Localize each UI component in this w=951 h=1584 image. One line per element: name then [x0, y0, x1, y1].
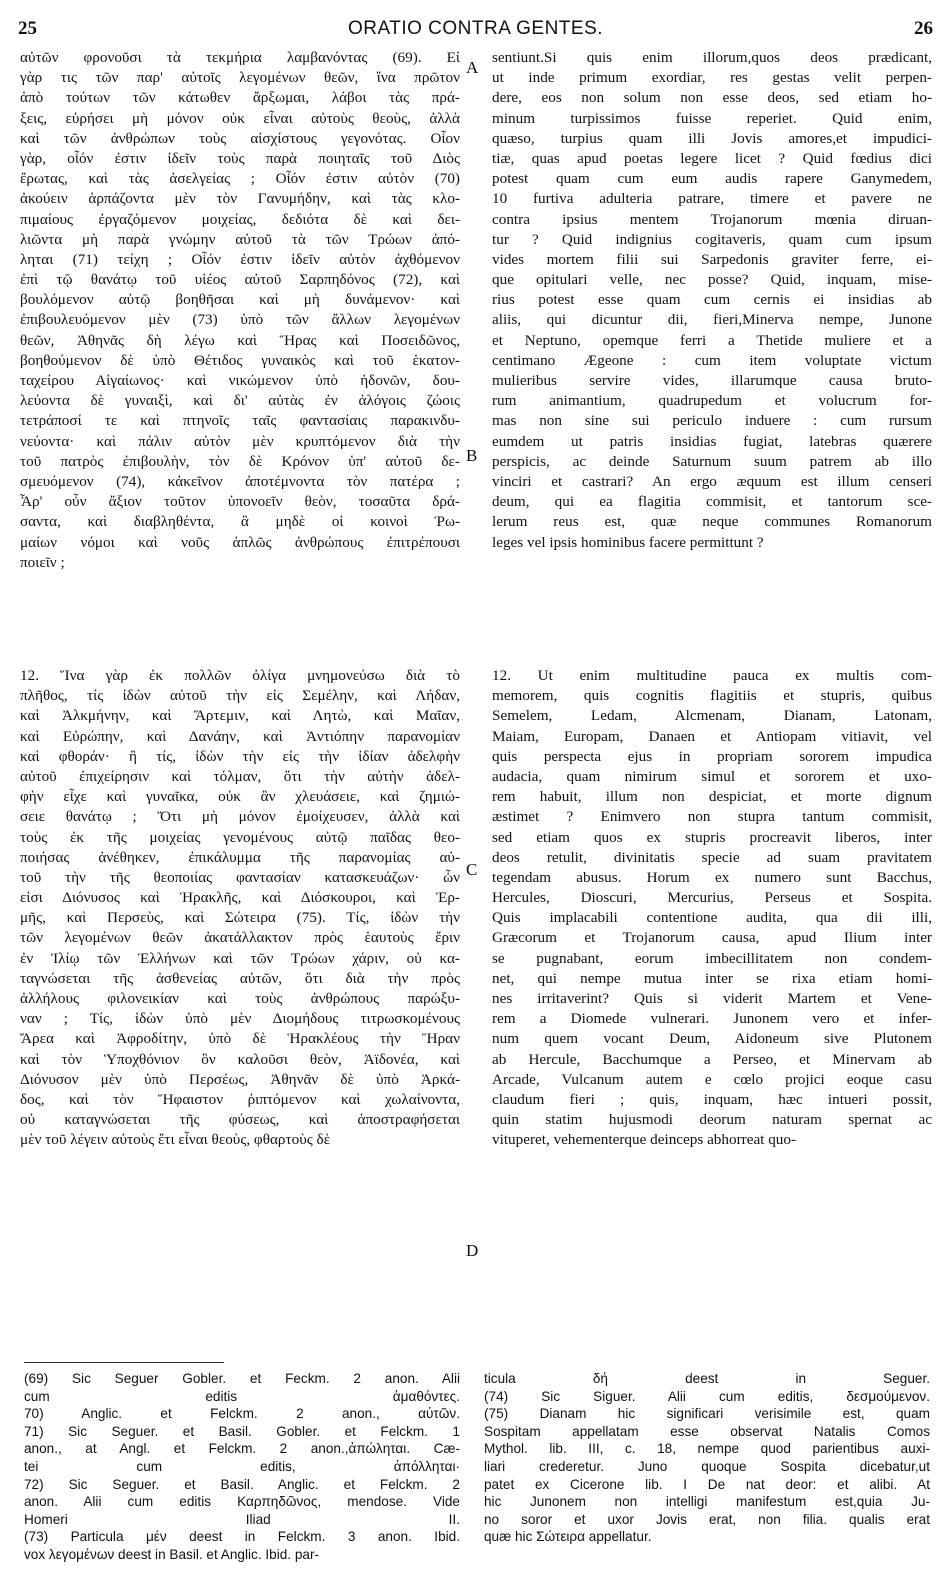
latin-line: rem a Diomede vulnerari. Junonem vero et infer-	[492, 1010, 932, 1028]
greek-line: θεῶν, Ἀθηνᾶς δὴ λέγω καὶ Ἥρας καὶ Ποσειδῶνος,	[20, 331, 460, 349]
greek-line: μαίων νόμοι καὶ νοῦς ἁπλῶς ἀνθρώπους ἐπιτρέπουσι	[20, 533, 460, 551]
latin-line: Quis implacabili contentione audita, qua dii illi,	[492, 909, 932, 927]
greek-line: ἀπὸ τούτων τῶν κάτωθεν ἄρξωμαι, λάβοι τὰς πρά-	[20, 89, 460, 107]
greek-line: τοῦ πατρὸς ἐπιβουλὴν, τὸν δὲ Κρόνον ὑπ' αὐτοῦ δε-	[20, 452, 460, 470]
latin-line: Arcade, Vulcanum autem e cœlo projici eoque casu	[492, 1070, 932, 1088]
greek-line: βοηθούμενον δὲ ὑπὸ Θέτιδος γυναικὸς καὶ τοῦ ἑκατον-	[20, 351, 460, 369]
greek-line: λιῶντα μὴ παρὰ γνώμην αὐτοῦ τὰ τῶν Τρώων ἀπό-	[20, 230, 460, 248]
latin-line: deos retulit, divinitatis specie ad suam pravitatem	[492, 848, 932, 866]
greek-line: ληται (71) τείχη ; Οἷόν ἐστιν ἰδεῖν αὐτὸν ἀχθόμενον	[20, 250, 460, 268]
footnote-line: no soror et uxor Jovis erat, non filia. qualis erat	[484, 1511, 930, 1527]
latin-line: se pugnabant, eorum imbecillitatem non condem-	[492, 949, 932, 967]
running-title: ORATIO CONTRA GENTES.	[347, 18, 604, 39]
footnote-line: patet ex Cicerone lib. I De nat deor: et alibi. At	[484, 1476, 930, 1492]
greek-line: καὶ Ἀλκμήνην, καὶ Ἄρτεμιν, καὶ Λητὼ, καὶ Μαῖαν,	[20, 707, 460, 725]
section-marker-c: C	[466, 860, 478, 879]
latin-line: quæso, turpius quam illi Jovis amores,et impudici-	[492, 129, 932, 147]
latin-line: leges vel ipsis hominibus facere permittunt ?	[492, 533, 764, 551]
latin-line: audacia, quam nimirum simul et sororem et uxo-	[492, 767, 932, 785]
footnote-line: tei cum editis, ἀπόλληται·	[24, 1458, 460, 1474]
greek-line: φὴν εἶχε καὶ γυναῖκα, οὐκ ἂν χλευάσειε, καὶ ζημιώ-	[20, 788, 460, 806]
greek-line: οὐ καταγνώσεται τῆς φύσεως, καὶ ἀποστραφήσεται	[20, 1111, 460, 1129]
greek-line: μῆς, καὶ Περσεὺς, καὶ Σώτειρα (75). Τίς, ἰδὼν τὴν	[20, 909, 460, 927]
greek-line: 12. Ἵνα γὰρ ἐκ πολλῶν ὀλίγα μνημονεύσω διὰ τὸ	[20, 667, 460, 684]
latin-line: tur ? Quid indignius cogitaveris, quam cum ipsum	[492, 230, 932, 248]
greek-line: σμευόμενον (74), κἀκεῖνον ἀποτέμνοντα τὸν πατέρα ;	[20, 472, 460, 490]
greek-line: τοὺς ἐκ τῆς μοιχείας γενομένους αὐτῷ παῖδας θεο-	[20, 828, 460, 846]
footnote-line: vox λεγομένων deest in Basil. et Anglic. Ibid. par-	[24, 1546, 320, 1562]
greek-line: σαντα, καὶ διαβληθέντα, ἃ μηδὲ οἱ κοινοὶ Ῥω-	[20, 513, 460, 531]
greek-line: τετράποσί τε καὶ πτηνοῖς ταῖς φαντασίαις παρακινδυ-	[20, 412, 460, 430]
footnote-line: 71) Sic Seguer. et Basil. Gobler. et Felckm. 1	[24, 1423, 460, 1439]
section-marker-a: A	[466, 58, 479, 77]
latin-line: 12. Ut enim multitudine pauca ex multis com-	[492, 667, 932, 684]
latin-line: sentiunt.Si quis enim illorum,quos deos prædicant,	[492, 49, 932, 66]
footnote-line: anon. Alii cum editis Καρπηδῶνος, mendose. Vide	[24, 1494, 460, 1510]
latin-line: memorem, quis cognitis flagitiis et stupris, quibus	[492, 687, 932, 705]
latin-line: rum animantium, quadrupedum et volucrum for-	[492, 392, 932, 410]
greek-line: τοῦ τὴν τῆς θεοποιίας φαντασίαν κατασκευάζων· ὧν	[20, 868, 460, 886]
footnotes-left	[24, 1370, 460, 1564]
footnotes-right	[484, 1370, 930, 1546]
greek-line: καὶ τῶν ἀνθρώπων τοὺς αἰσχίστους γεγονότας. Οἷον	[20, 129, 460, 147]
latin-line: mulieribus servire vides, illarumque causa bruto-	[492, 372, 932, 389]
latin-text-block-2	[492, 666, 932, 1151]
greek-line: ναν ; Τίς, ἰδὼν ὑπὸ μὲν Διομήδους τιτρωσκομένους	[20, 1010, 460, 1028]
latin-line: ab Hercule, Bacchumque a Perseo, et Minervam ab	[492, 1050, 932, 1068]
greek-line: ἔρωτας, καὶ τὰς ἀσελγείας ; Οἷόν ἐστιν αὐτὸν (70)	[20, 170, 460, 188]
greek-line: δος, καὶ τὸν Ἥφαιστον ῥιπτόμενον καὶ χωλαίνοντα,	[20, 1090, 460, 1108]
latin-line: perspicis, ac deinde Saturnum suum patrem ab illo	[492, 452, 932, 470]
latin-line: eumdem ut patris insidias fugiat, latebras quærere	[492, 432, 932, 450]
greek-line: μὲν τοῦ λέγειν αὐτοὺς ἔτι εἶναι θεοὺς, φθαρτοὺς δὲ	[20, 1131, 331, 1149]
greek-line: ξεις, εὑρήσει μὴ μόνον οὐκ εἶναι αὐτοὺς θεοὺς, ἀλλὰ	[20, 109, 460, 127]
greek-line: ἀκούειν ἁρπάζοντα μὲν τὸν Γανυμήδην, καὶ τὰς κλο-	[20, 190, 460, 208]
footnote-separator	[24, 1362, 224, 1363]
latin-line: quin statim hujusmodi deorum naturam spernat ac	[492, 1111, 932, 1129]
latin-line: Hercules, Dioscuri, Mercurius, Perseus et Sospita.	[492, 889, 932, 907]
latin-line: minum turpissimos fuisse reperiet. Quid enim,	[492, 109, 932, 127]
greek-line: βουλόμενον αὐτῷ βοηθῆσαι καὶ μὴ δυνάμενον· καὶ	[20, 291, 460, 309]
greek-line: τῶν λεγομένων θεῶν ἀκατάλλακτον πρὸς ἑαυτοὺς ἔριν	[20, 929, 460, 947]
greek-line: ἀλλήλους φιλονεικίαν καὶ τοὺς ἀνθρώπους παρώξυ-	[20, 990, 460, 1007]
section-marker-b: B	[466, 446, 478, 465]
greek-line: ἐπὶ τῷ θανάτῳ τοῦ υἱέος αὐτοῦ Σαρπηδόνος (72), καὶ	[20, 271, 460, 289]
footnote-line: cum editis ἀμαθόντες.	[24, 1388, 460, 1404]
latin-line: lerum reus est, quæ neque communes Romanorum	[492, 513, 932, 531]
latin-line: nes irritaverint? Quis si viderit Martem et Vene-	[492, 990, 932, 1007]
latin-line: ut inde primum exordiar, res gestas velit perpen-	[492, 69, 932, 87]
footnote-line: quæ hic Σώτειρα appellatur.	[484, 1529, 652, 1545]
latin-line: vinciri et castrari? An ergo æquum est illum censeri	[492, 472, 932, 490]
latin-line: tegendam abusus. Horum ex numero sunt Bacchus,	[492, 868, 932, 886]
section-marker-d: D	[466, 1241, 479, 1260]
greek-line: νεύοντα· καὶ πάλιν αὐτὸν μὲν κρυπτόμενον διὰ τὴν	[20, 432, 460, 450]
page-number-right: 26	[914, 18, 933, 39]
latin-text-block-1	[492, 48, 932, 553]
footnote-line: liari crederetur. Juno quoque Sospita dicebatur,ut	[484, 1458, 930, 1474]
latin-line: dere, eos non solum non esse deos, sed etiam ho-	[492, 89, 932, 107]
latin-line: et Neptuno, opemque ferri a Thetide muliere et a	[492, 331, 932, 349]
latin-line: Græcorum et Trojanorum causa, apud Ilium inter	[492, 929, 932, 947]
latin-line: que opitulari velle, nec posse? Quid, inquam, mise-	[492, 271, 932, 289]
latin-line: contra ipsius mentem Trojanorum mœnia diruan-	[492, 210, 932, 228]
page-header	[18, 18, 933, 44]
footnote-line: (75) Dianam hic significari verisimile est, quam	[484, 1406, 930, 1422]
footnote-line: 70) Anglic. et Felckm. 2 anon., αὐτῶν.	[24, 1406, 460, 1422]
footnote-line: Homeri Iliad II.	[24, 1511, 460, 1527]
latin-line: net, qui nempe mutua inter se rixa etiam homi-	[492, 969, 932, 987]
latin-line: sed etiam quos ex stupris procreavit liberos, inter	[492, 828, 932, 846]
footnote-line: (74) Sic Siguer. Alii cum editis, δεσμούμενον.	[484, 1388, 930, 1404]
greek-line: σειε θανάτῳ ; Ὅτι μὴ μόνον ἐμοίχευσεν, ἀλλὰ καὶ	[20, 808, 460, 826]
greek-line: ἐν Ἰλίῳ τῶν Ἑλλήνων καὶ τῶν Τρώων χάριν, οὐ κα-	[20, 949, 460, 967]
latin-line: æstimet ? Enimvero non stupra tantum commisit,	[492, 808, 932, 826]
latin-line: quis perspecta ejus in propriam sororem impudica	[492, 747, 932, 765]
latin-line: centimano Ægeone : cum item voluptate victum	[492, 351, 932, 369]
greek-line: καὶ φθοράν· ἢ τίς, ἰδὼν τὴν εἰς τὴν ἰδίαν ἀδελφὴν	[20, 747, 460, 765]
footnote-line: (73) Particula μέν deest in Felckm. 3 anon. Ibid.	[24, 1529, 460, 1545]
greek-line: ἐπιβουλευόμενον μὲν (73) ὑπὸ τῶν ἄλλων λεγομένων	[20, 311, 460, 329]
greek-line: Διόνυσον μὲν ὑπὸ Περσέως, Ἀθηνᾶν δὲ ὑπὸ Ἀρκά-	[20, 1070, 460, 1088]
greek-line: εἰσι Διόνυσος καὶ Ἡρακλῆς, καὶ Διόσκουροι, καὶ Ἑρ-	[20, 889, 460, 907]
greek-line: αὐτῶν φρονοῦσι τὰ τεκμήρια λαμβανόντας (69). Εἰ	[20, 49, 460, 66]
footnote-line: 72) Sic Seguer. et Basil. Anglic. et Felckm. 2	[24, 1476, 460, 1492]
footnote-line: (69) Sic Seguer Gobler. et Feckm. 2 anon. Alii	[24, 1371, 460, 1386]
greek-line: ταγνώσεται τῆς ἀσθενείας αὐτῶν, ὅτι διὰ τὴν πρὸς	[20, 969, 460, 987]
footnote-line: Sospitam appellatam esse observat Natalis Comos	[484, 1423, 930, 1439]
greek-text-block-1	[20, 48, 460, 573]
footnote-line: Mythol. lib. III, c. 18, nempe quod parientibus auxi-	[484, 1441, 930, 1457]
latin-line: vides mortem filii sui Sarpedonis graviter ferre, ei-	[492, 250, 932, 268]
footnote-line: anon., at Angl. et Felckm. 2 anon.,ἀπώληται. Cæ-	[24, 1441, 460, 1457]
greek-text-block-2	[20, 666, 460, 1151]
latin-line: rius potest esse quam cum cernis ei insidias ab	[492, 291, 932, 309]
greek-line: Ἄρεα καὶ Ἀφροδίτην, ὑπὸ δὲ Ἡρακλέους τὴν Ἥραν	[20, 1030, 460, 1048]
latin-line: claudum fieri ; quis, inquam, hæc intueri possit,	[492, 1090, 932, 1108]
latin-line: 10 furtiva adulteria patrare, timere et pavere ne	[492, 190, 932, 208]
latin-line: rem habuit, illum non despiciat, et morte dignum	[492, 788, 932, 806]
footnote-line: ticula δή deest in Seguer.	[484, 1371, 930, 1386]
greek-line: πλῆθος, τίς ἰδὼν αὐτοῦ τὴν εἰς Σεμέλην, καὶ Λήδαν,	[20, 687, 460, 705]
footnote-line: hic Junonem non intelligi manifestum est,quia Ju-	[484, 1494, 930, 1510]
latin-line: mas non sine sui periculo induere : cum rursum	[492, 412, 932, 430]
greek-line: λεύοντα δὲ γυναιξὶ, καὶ δι' αὐτὰς ἐν ἀλόγοις ζώοις	[20, 392, 460, 410]
latin-line: num quem vocant Deum, Aidoneum sive Plutonem	[492, 1030, 932, 1048]
latin-line: deum, qui ea flagitia commisit, et tantorum sce-	[492, 493, 932, 511]
greek-line: Ἆρ' οὖν ἄξιον τοῦτον ὑπονοεῖν θεὸν, τοσαῦτα δρά-	[20, 493, 460, 511]
latin-line: tiæ, quas apud poetas legere licet ? Quid fœdius dici	[492, 149, 932, 167]
greek-line: ταχείρου Αἰγαίωνος· καὶ νικώμενον ὑπὸ ἡδονῶν, δου-	[20, 372, 460, 389]
latin-line: Semelem, Ledam, Alcmenam, Dianam, Latonam,	[492, 707, 932, 725]
greek-line: πιμαίους ἐργαζόμενον μοιχείας, δεδιότα δὲ καὶ δει-	[20, 210, 460, 228]
latin-line: aliis, qui dicuntur dii, fieri,Minerva nempe, Junone	[492, 311, 932, 329]
greek-line: γὰρ τις τῶν παρ' αὐτοῖς λεγομένων θεῶν, ἵνα πρῶτον	[20, 69, 460, 87]
greek-line: ποιήσας ἀνέθηκεν, ἐπικάλυμμα τῆς παρανομίας αὐ-	[20, 848, 460, 866]
latin-line: potest quam cum eum audis rapere Ganymedem,	[492, 170, 932, 188]
greek-line: αὐτοῦ ἐπιχείρησιν καὶ τόλμαν, ὅτι τὴν αὐτὴν ἀδελ-	[20, 767, 460, 785]
greek-line: καὶ Εὐρώπην, καὶ Δανάην, καὶ Ἀντιόπην παρανομίαν	[20, 727, 460, 745]
latin-line: Maiam, Europam, Danaen et Antiopam vitiavit, vel	[492, 727, 932, 745]
latin-line: vituperet, vehementerque deinceps abhorreat quo-	[492, 1131, 797, 1149]
greek-line: ποιεῖν ;	[20, 553, 65, 571]
greek-line: γὰρ, οἷόν ἐστιν ἰδεῖν τοὺς παρὰ ποιηταῖς τοῦ Διὸς	[20, 149, 460, 167]
page-number-left: 25	[18, 18, 37, 39]
greek-line: καὶ τὸν Ὑποχθόνιον ὃν καλοῦσι θεὸν, Ἀϊδονέα, καὶ	[20, 1050, 460, 1068]
